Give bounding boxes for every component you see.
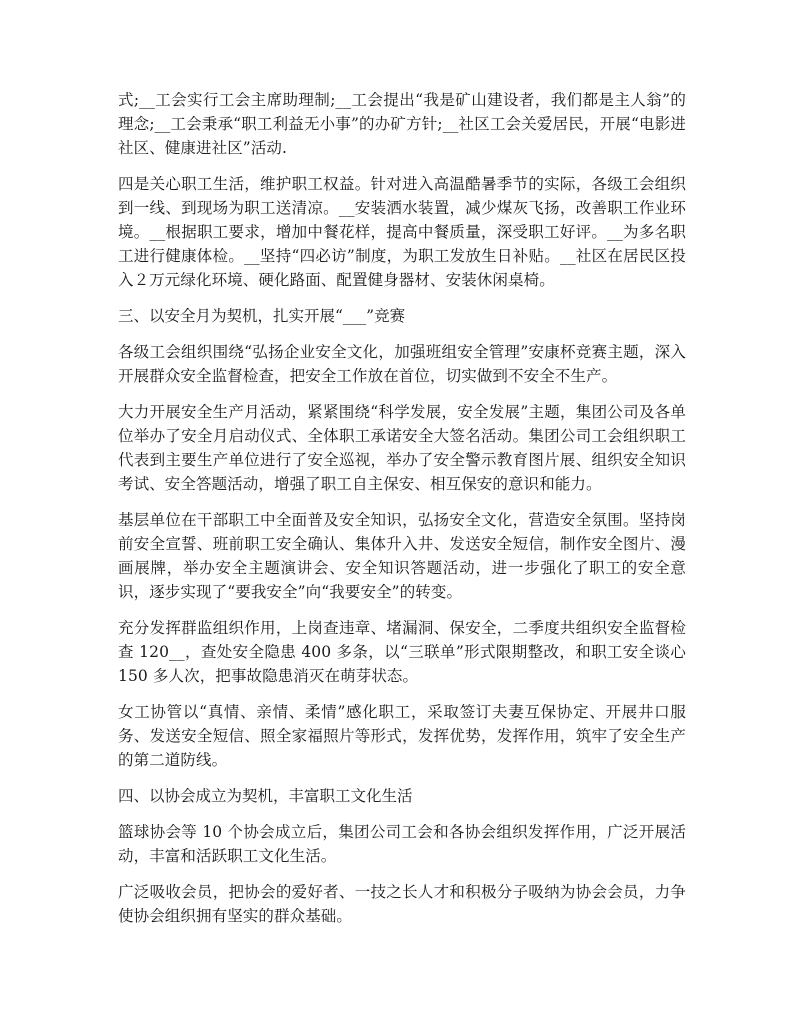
paragraph-safety-production-month: 大力开展安全生产月活动，紧紧围绕“科学发展，安全发展”主题，集团公司及各单位举办了安全月启动仪式、全体职工承诺安全大签名活动。集团公司工会组织职工代表到主要生产单位进行了安全巡视，举办了安全警示教育图片展、组织安全知识考试、安全答题活动，增强了职工自主保安、相互保安的意识和能力。 bbox=[118, 403, 686, 493]
paragraph-ankang-cup: 各级工会组织围绕“弘扬企业安全文化，加强班组安全管理”安康杯竞赛主题，深入开展群众安全监督检查，把安全工作放在首位，切实做到不安全不生产。 bbox=[118, 343, 686, 385]
paragraph-mass-supervision: 充分发挥群监组织作用，上岗查违章、堵漏洞、保安全，二季度共组织安全监督检查 120__，查处安全隐患 400 多条，以“三联单”形式限期整改，和职工安全谈心 150 多人次，把事故隐患消灭在萌芽状态。 bbox=[118, 619, 686, 685]
document-body bbox=[118, 88, 686, 940]
paragraph-union-practices: 式;__工会实行工会主席助理制;__工会提出“我是矿山建设者，我们都是主人翁”的理念;__工会秉承“职工利益无小事”的办矿方针;__社区工会关爱居民，开展“电影进社区、健康进社区”活动. bbox=[118, 91, 686, 157]
paragraph-associations-founded: 篮球协会等 10 个协会成立后，集团公司工会和各协会组织发挥作用，广泛开展活动，丰富和活跃职工文化生活。 bbox=[118, 823, 686, 865]
section-heading-associations: 四、以协会成立为契机，丰富职工文化生活 bbox=[118, 787, 413, 805]
paragraph-members-recruitment: 广泛吸收会员，把协会的爱好者、一技之长人才和积极分子吸纳为协会会员，力争使协会组织拥有坚实的群众基础。 bbox=[118, 883, 686, 925]
paragraph-female-workers: 女工协管以“真情、亲情、柔情”感化职工，采取签订夫妻互保协定、开展井口服务、发送安全短信、照全家福照片等形式，发挥优势，发挥作用，筑牢了安全生产的第二道防线。 bbox=[118, 703, 686, 769]
section-heading-safety-month: 三、以安全月为契机，扎实开展“___”竞赛 bbox=[118, 307, 406, 325]
paragraph-worker-welfare: 四是关心职工生活，维护职工权益。针对进入高温酷暑季节的实际，各级工会组织到一线、到现场为职工送清凉。__安装洒水装置，减少煤灰飞扬，改善职工作业环境。__根据职工要求，增加中餐花样，提高中餐质量，深受职工好评。__为多名职工进行健康体检。__坚持“四必访”制度，为职工发放生日补贴。__社区在居民区投入２万元绿化环境、硬化路面、配置健身器材、安装休闲桌椅。 bbox=[118, 175, 686, 289]
paragraph-grassroots-safety: 基层单位在干部职工中全面普及安全知识，弘扬安全文化，营造安全氛围。坚持岗前安全宣誓、班前职工安全确认、集体升入井、发送安全短信，制作安全图片、漫画展牌，举办安全主题演讲会、安全知识答题活动，进一步强化了职工的安全意识，逐步实现了“要我安全”向“我要安全”的转变。 bbox=[118, 511, 686, 601]
